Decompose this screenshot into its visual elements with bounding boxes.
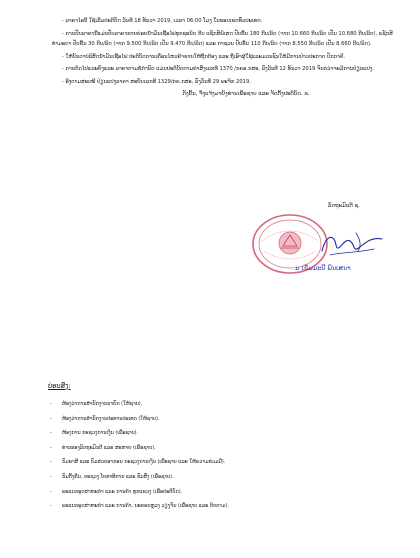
list-item: - ກົມຕັ້ງຄືນ, ກະຊວງ ໂຍທາທິການ ແລະ ຂົນສົ່ງ (ເພື່ອຊາບ). <box>48 470 398 485</box>
list-item: - ທ່ານຮອງລັດຖະມົນຕີ ແລະ ສະຫາຍ (ເພື່ອຊາບ). <box>48 441 398 456</box>
list-item: - ຫ້ອງວ່າການສໍານັກງານປະທານປະເທດ (ໃຫ້ຊາບ). <box>48 412 398 427</box>
list-item: - ຫ້ອງການ ກະຊວງການເງິນ (ເພື່ອຊາບ). <box>48 426 398 441</box>
list-item: - ພະແນກອຸດສາຫະກໍາ ແລະ ການຄ້າ, ນະຄອນຫຼວງ ວຽງຈັນ (ເພື່ອຊາບ ແລະ ຕິດຕາມ). <box>48 499 398 514</box>
recipients-section <box>48 382 398 514</box>
signer-name: ມ ເຂັມມະນີ ພົນເສນາ <box>295 264 351 272</box>
paragraph-3: - ໃຫ້ບັນດາບໍລິສັດນໍ້າມັນເຊື້ອໄຟ ປະຕິບັດການເຄື່ອນໄຫວຄ້າຂາຍໃຫ້ຖືກຕ້ອງ ແລະ ຖືເອົາຜູ້ໃຊ້ແລະມວນຊົນໃຫ້ມີການປ່າວປະກາດ ປັກກາຄີ. <box>62 53 346 60</box>
body-text <box>52 16 400 97</box>
paragraph-1: - ລາຄາໄອນີ້ ໃຊ້ເລີ່ມປະຕິບັດ ວັນທີ 18 ທັນວາ 2019, ເວລາ 06:00 ໂມງ ໃນຂອບເຂດທົ່ວປະເທດ. <box>62 18 263 24</box>
paragraph-5: - ອີງຕາມສະເໜີ ປ່ຽນແປງລາຄາ ສະບັບເລກທີ 1329/ກຄ.ກສອ, ລົງວັນທີ 29 ພະຈິກ 2019. <box>62 78 251 85</box>
handwritten-signature-icon <box>316 227 388 263</box>
signatory-title: ລັດຖະມົນຕີ ຊ. <box>328 203 360 209</box>
list-item: - ຫ້ອງວ່າການສໍານັກງານນາຍົກ (ໃຫ້ຊາບ). <box>48 397 398 412</box>
list-item: - ພະແນກອຸດສາຫະກໍາ ແລະ ການຄ້າ ທຸກແຂວງ (ເພື່ອປະຕິບັດ). <box>48 485 398 500</box>
closing-line: ດັ່ງນັ້ນ, ຈຶ່ງແຈ້ງມາຍັງທ່ານເພື່ອຊາບ ແລະ ຈັດຕັ້ງປະຕິບັດ. ຂ. <box>182 91 310 97</box>
signature-block <box>250 203 400 283</box>
paragraph-4: - ການຕິດໄປແລະຍັງແລະ ລາຄາຕາມຂໍ້ກໍານົດ ແມ່ນປະຕິບັດຕາມຄໍາສັ່ງເລກທີ 1370 /ກຄອ.ກສອ, ລົງວັນທີ 12 ທັນວາ 2019 ຈົນກວ່າຈະມີການປ່ຽນແປງ. <box>62 66 374 72</box>
list-item: - ກົມພາສີ ແລະ ກົມສວຍອາກອນ ກະຊວງການເງິນ (ເພື່ອຊາບ ແລະ ໃຫ້ຄວາມຮ່ວມມື). <box>48 455 398 470</box>
paragraph-2: - ການປັບລາຄານີ້ແມ່ນປັບລາຄາຂາຍຍ່ອຍນໍ້າມັນເຊື້ອໄຟທຸກຊະນິດ ກີບ ແຊັກສ໌ພິເສດ ປັບຂຶ້ນ 180 ກີບ/ລິດ (ຈາກ 10.660 ກີບ/ລິດ ເປັນ 10.680 ກີບ/ລິດ), ແຊັກສ໌ທໍາມະດາ ປັບຂຶ້ນ 30 ກີບ/ລິດ (ຈາກ 9.500 ກີບ/ລິດ ເປັນ 9.470 ກີບ/ລິດ) ແລະ ກາຊວນ ປັບຂຶ້ນ 110 ກີບ/ລິດ (ຈາກ 8.550 ກີບ/ລິດ ເປັນ 8.660 ກີບ/ລິດ). <box>52 30 393 47</box>
recipients-list <box>48 397 398 514</box>
recipients-heading: ບ່ອນສົ່ງ: <box>48 382 71 390</box>
